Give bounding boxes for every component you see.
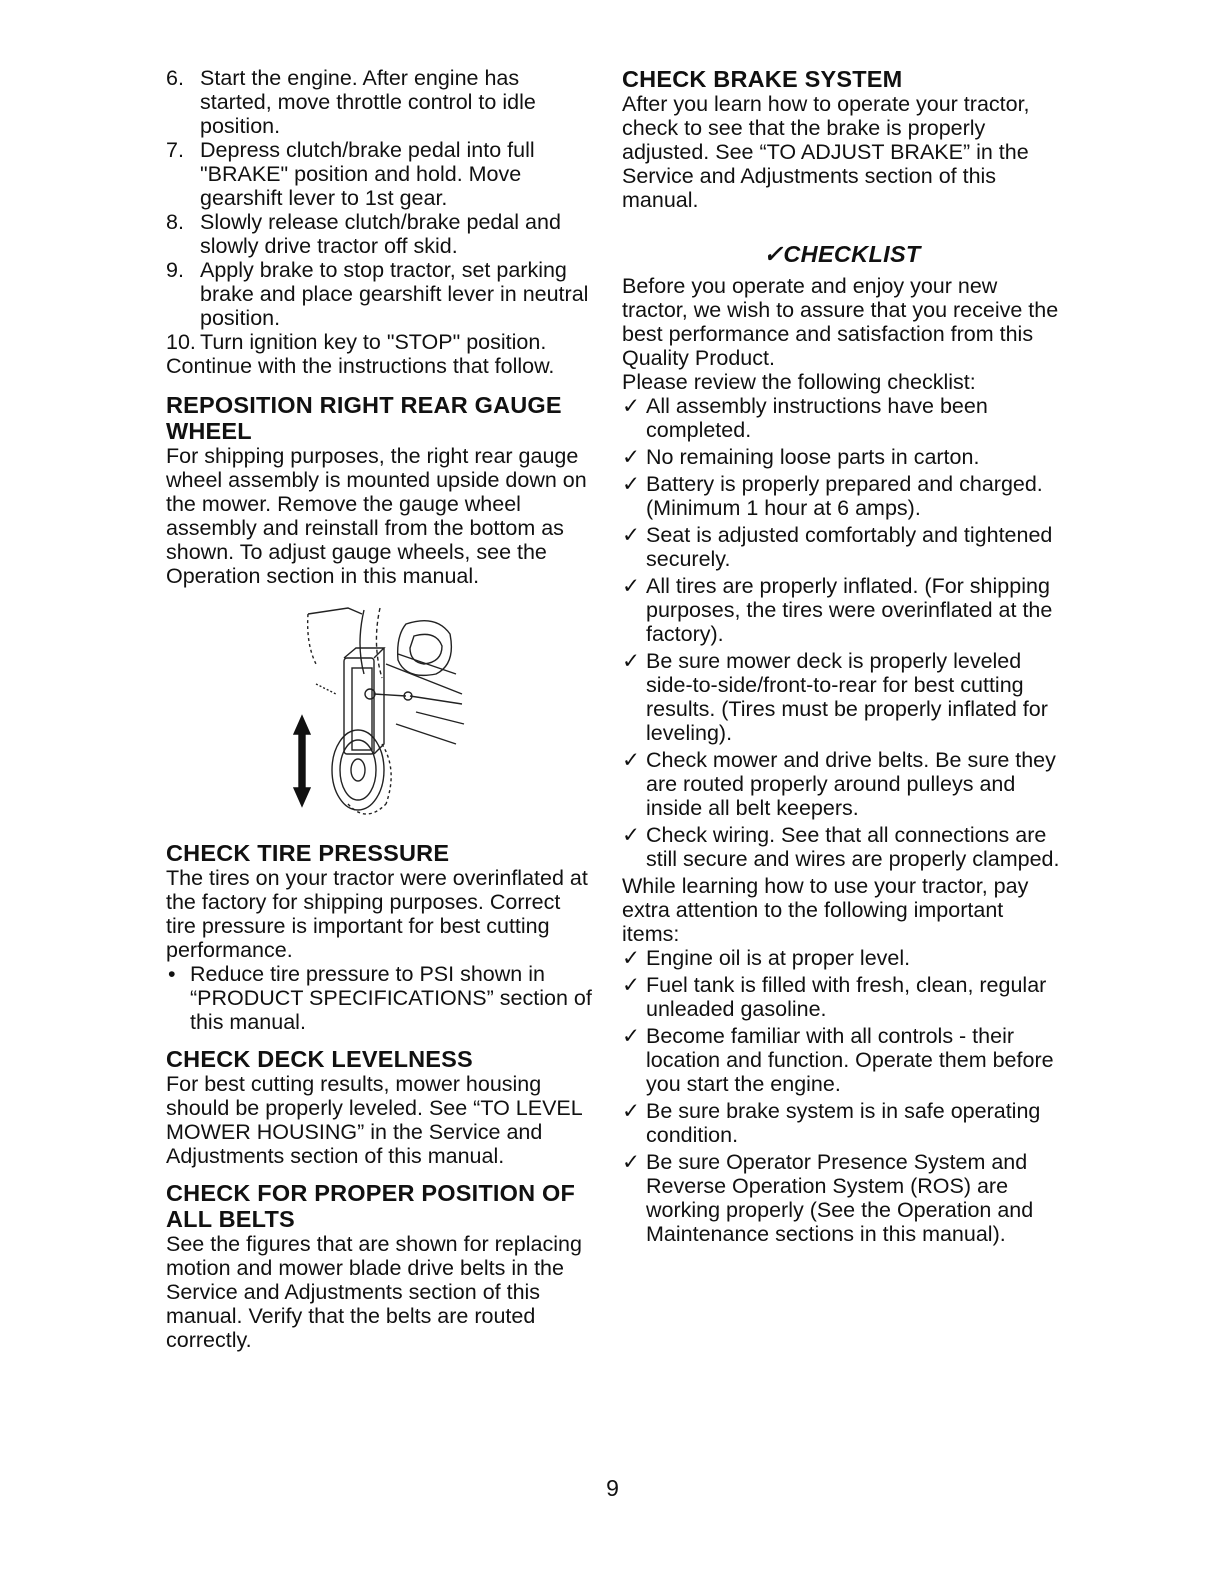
deck-levelness-heading: CHECK DECK LEVELNESS xyxy=(166,1046,473,1072)
checkmark-icon: ✓ xyxy=(622,574,641,598)
gauge-wheel-body: For shipping purposes, the right rear gauge wheel assembly is mounted upside down on the mower. Remove the gauge wheel assembly and reinstall from the bottom as shown. To adjust gauge wheels, see the Operation section in this manual. xyxy=(166,444,587,588)
tire-pressure-body: The tires on your tractor were overinflated at the factory for shipping purposes. Correct tire pressure is important for best cutting performance. xyxy=(166,866,588,962)
learning-text: While learning how to use your tractor, pay extra attention to the following important items: xyxy=(622,874,1029,946)
checkmark-icon: ✓ xyxy=(622,1024,641,1048)
continue-text: Continue with the instructions that follow. xyxy=(166,354,555,378)
list-item: ✓ Become familiar with all controls - their location and function. Operate them before you start the engine. xyxy=(622,1024,1054,1096)
brake-system-heading: CHECK BRAKE SYSTEM xyxy=(622,66,903,92)
step-item: 9. Apply brake to stop tractor, set parking brake and place gearshift lever in neutral position. xyxy=(166,258,589,330)
checkmark-icon: ✓ xyxy=(622,1099,641,1123)
step-item: 7. Depress clutch/brake pedal into full "BRAKE" position and hold. Move gearshift lever to 1st gear. xyxy=(166,138,535,210)
important-items xyxy=(622,946,1062,1246)
list-item: ✓ All tires are properly inflated. (For shipping purposes, the tires were overinflated at the factory). xyxy=(622,574,1053,646)
deck-levelness-body: For best cutting results, mower housing should be properly leveled. See “TO LEVEL MOWER HOUSING” in the Service and Adjustments section of this manual. xyxy=(166,1072,582,1168)
checkmark-icon: ✓ xyxy=(622,748,641,772)
checkmark-icon: ✓ xyxy=(622,523,641,547)
step-item: 6. Start the engine. After engine has started, move throttle control to idle position. xyxy=(166,66,536,138)
checkmark-icon: ✓ xyxy=(622,472,641,496)
list-item: ✓ Be sure Operator Presence System and Reverse Operation System (ROS) are working properly (See the Operation and Maintenance sections in this manual). xyxy=(622,1150,1034,1246)
startup-steps xyxy=(166,66,596,354)
list-item: ✓ Engine oil is at proper level. xyxy=(622,946,911,970)
left-column xyxy=(166,66,596,1352)
step-item: 10. Turn ignition key to "STOP" position. xyxy=(166,330,547,354)
tire-pressure-heading: CHECK TIRE PRESSURE xyxy=(166,840,450,866)
checkmark-icon: ✓ xyxy=(622,823,641,847)
checkmark-icon: ✓ xyxy=(622,946,641,970)
list-item: ✓ No remaining loose parts in carton. xyxy=(622,445,980,469)
checkmark-icon: ✓ xyxy=(622,973,641,997)
checklist-items xyxy=(622,394,1062,871)
list-item: ✓ Be sure brake system is in safe operating condition. xyxy=(622,1099,1041,1147)
checklist-title: ✓CHECKLIST xyxy=(763,241,921,267)
list-item: ✓ Be sure mower deck is properly leveled side-to-side/front-to-rear for best cutting results. (Tires must be properly inflated for leveling). xyxy=(622,649,1048,745)
bullet-icon: • xyxy=(168,962,176,986)
list-item: ✓ Check wiring. See that all connections are still secure and wires are properly clamped. xyxy=(622,823,1060,871)
checkmark-icon: ✓ xyxy=(622,649,641,673)
tire-pressure-bullet: • Reduce tire pressure to PSI shown in “PRODUCT SPECIFICATIONS” section of this manual. xyxy=(168,962,592,1034)
brake-system-body: After you learn how to operate your tractor, check to see that the brake is properly adjusted. See “TO ADJUST BRAKE” in the Service and Adjustments section of this manual. xyxy=(622,92,1030,212)
checkmark-icon: ✓ xyxy=(622,445,641,469)
page-number: 9 xyxy=(606,1475,619,1501)
step-item: 8. Slowly release clutch/brake pedal and slowly drive tractor off skid. xyxy=(166,210,561,258)
list-item: ✓ Check mower and drive belts. Be sure they are routed properly around pulleys and inside all belt keepers. xyxy=(622,748,1056,820)
checklist-review: Please review the following checklist: xyxy=(622,370,976,394)
checkmark-icon: ✓ xyxy=(622,1150,641,1174)
checklist-intro: Before you operate and enjoy your new tractor, we wish to assure that you receive the best performance and satisfaction from this Quality Product. xyxy=(622,274,1059,370)
belts-heading: CHECK FOR PROPER POSITION OF ALL BELTS xyxy=(166,1180,576,1232)
list-item: ✓ Battery is properly prepared and charged. (Minimum 1 hour at 6 amps). xyxy=(622,472,1043,520)
gauge-wheel-illustration xyxy=(286,604,486,836)
list-item: ✓ Seat is adjusted comfortably and tightened securely. xyxy=(622,523,1053,571)
right-column xyxy=(622,66,1062,1249)
list-item: ✓ Fuel tank is filled with fresh, clean, regular unleaded gasoline. xyxy=(622,973,1047,1021)
belts-body: See the figures that are shown for replacing motion and mower blade drive belts in the Service and Adjustments section of this manual. Verify that the belts are routed correctly. xyxy=(166,1232,582,1352)
list-item: ✓ All assembly instructions have been completed. xyxy=(622,394,988,442)
gauge-wheel-heading: REPOSITION RIGHT REAR GAUGE WHEEL xyxy=(166,392,562,444)
checkmark-icon: ✓ xyxy=(622,394,641,418)
